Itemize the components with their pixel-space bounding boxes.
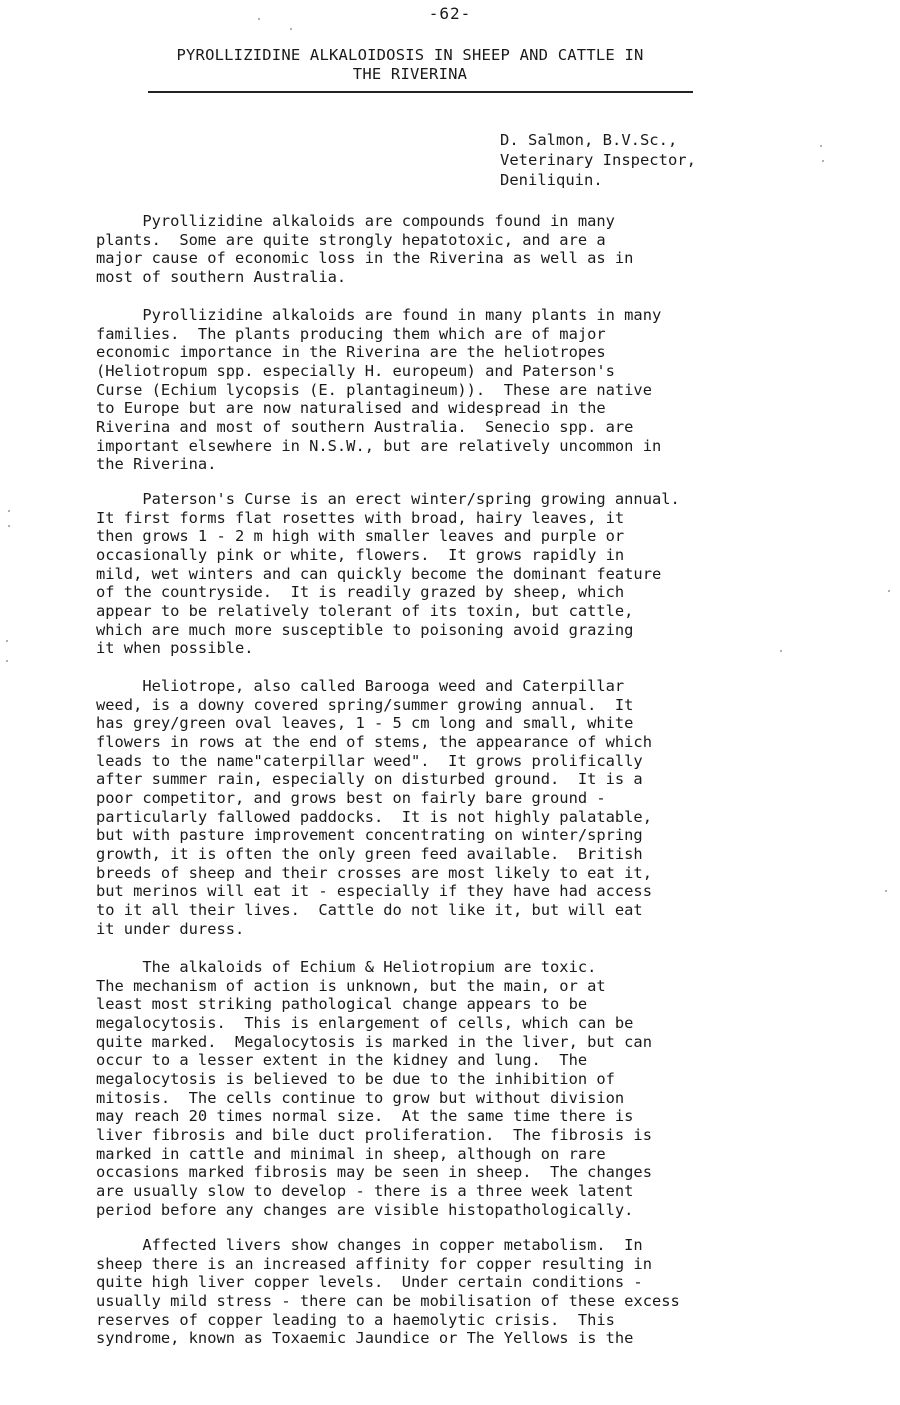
text-line: syndrome, known as Toxaemic Jaundice or The Yellows is the (96, 1329, 634, 1348)
text-line: least most striking pathological change appears to be (96, 995, 588, 1014)
text-line: Pyrollizidine alkaloids are compounds found in many (96, 212, 615, 230)
text-line: quite marked. Megalocytosis is marked in the liver, but can (96, 1032, 652, 1051)
text-line: marked in cattle and minimal in sheep, although on rare (96, 1144, 606, 1163)
text-line: growth, it is often the only green feed available. British (96, 844, 643, 863)
text-line: mitosis. The cells continue to grow but without division (96, 1088, 625, 1107)
text-line: Paterson's Curse is an erect winter/spring growing annual. (96, 490, 680, 508)
text-line: Heliotrope, also called Barooga weed and Caterpillar (96, 677, 625, 695)
text-line: appear to be relatively tolerant of its toxin, but cattle, (96, 601, 634, 620)
text-line: sheep there is an increased affinity for copper resulting in (96, 1254, 652, 1273)
text-line: (Heliotropum spp. especially H. europeum) and Paterson's (96, 361, 615, 380)
author-block (500, 130, 800, 190)
text-line: which are much more susceptible to poisoning avoid grazing (96, 620, 634, 639)
text-line: leads to the name"caterpillar weed". It grows prolifically (96, 751, 643, 770)
text-line: has grey/green oval leaves, 1 - 5 cm long and small, white (96, 714, 634, 733)
text-line: particularly fallowed paddocks. It is not highly palatable, (96, 807, 652, 826)
scan-speck (888, 590, 890, 592)
scan-speck (290, 28, 292, 30)
paragraph (96, 212, 796, 287)
scan-speck (780, 650, 782, 652)
text-line: The mechanism of action is unknown, but the main, or at (96, 976, 606, 995)
text-line: are usually slow to develop - there is a three week latent (96, 1181, 634, 1200)
document-title (0, 46, 820, 84)
text-line: the Riverina. (96, 455, 217, 474)
text-line: of the countryside. It is readily grazed by sheep, which (96, 583, 625, 602)
text-line: important elsewhere in N.S.W., but are relatively uncommon in (96, 436, 662, 455)
text-line: megalocytosis. This is enlargement of cells, which can be (96, 1013, 634, 1032)
paragraph (96, 1236, 796, 1348)
author-name: D. Salmon, B.V.Sc., (500, 131, 678, 149)
paragraph (96, 490, 796, 658)
text-line: breeds of sheep and their crosses are most likely to eat it, (96, 863, 652, 882)
text-line: The alkaloids of Echium & Heliotropium are toxic. (96, 958, 597, 976)
title-line: THE RIVERINA (352, 65, 468, 83)
scan-speck (8, 510, 10, 512)
text-line: mild, wet winters and can quickly become the dominant feature (96, 564, 662, 583)
text-line: to it all their lives. Cattle do not like it, but will eat (96, 900, 643, 919)
text-line: most of southern Australia. (96, 267, 347, 286)
text-line: it under duress. (96, 919, 245, 938)
text-line: poor competitor, and grows best on fairly bare ground - (96, 788, 606, 807)
text-line: plants. Some are quite strongly hepatotoxic, and are a (96, 230, 606, 249)
text-line: Riverina and most of southern Australia. Senecio spp. are (96, 417, 634, 436)
scan-speck (258, 18, 260, 20)
scan-speck (8, 525, 10, 527)
text-line: major cause of economic loss in the Riverina as well as in (96, 249, 634, 268)
text-line: but with pasture improvement concentrating on winter/spring (96, 826, 643, 845)
text-line: economic importance in the Riverina are the heliotropes (96, 343, 606, 362)
text-line: Curse (Echium lycopsis (E. plantagineum)). These are native (96, 380, 652, 399)
text-line: reserves of copper leading to a haemolytic crisis. This (96, 1310, 615, 1329)
page-number: -62- (428, 4, 472, 23)
paragraph (96, 958, 796, 1219)
text-line: occasions marked fibrosis may be seen in sheep. The changes (96, 1163, 652, 1182)
text-line: after summer rain, especially on disturbed ground. It is a (96, 770, 643, 789)
text-line: but merinos will eat it - especially if they have had access (96, 882, 652, 901)
scan-speck (820, 145, 822, 147)
text-line: megalocytosis is believed to be due to the inhibition of (96, 1069, 615, 1088)
text-line: then grows 1 - 2 m high with smaller leaves and purple or (96, 527, 625, 546)
text-line: occur to a lesser extent in the kidney and lung. The (96, 1051, 588, 1070)
title-underline (148, 91, 693, 93)
author-position: Veterinary Inspector, (500, 151, 696, 169)
text-line: Pyrollizidine alkaloids are found in many plants in many (96, 306, 662, 324)
scan-speck (885, 890, 887, 892)
text-line: flowers in rows at the end of stems, the appearance of which (96, 732, 652, 751)
paragraph (96, 306, 796, 474)
text-line: usually mild stress - there can be mobilisation of these excess (96, 1291, 680, 1310)
text-line: may reach 20 times normal size. At the same time there is (96, 1107, 634, 1126)
text-line: period before any changes are visible histopathologically. (96, 1200, 634, 1219)
text-line: weed, is a downy covered spring/summer growing annual. It (96, 695, 634, 714)
title-line: PYROLLIZIDINE ALKALOIDOSIS IN SHEEP AND CATTLE IN (176, 46, 644, 64)
scan-speck (6, 660, 8, 662)
text-line: occasionally pink or white, flowers. It grows rapidly in (96, 545, 625, 564)
text-line: quite high liver copper levels. Under certain conditions - (96, 1273, 643, 1292)
text-line: Affected livers show changes in copper metabolism. In (96, 1236, 643, 1254)
text-line: to Europe but are now naturalised and widespread in the (96, 399, 606, 418)
scan-speck (822, 160, 824, 162)
text-line: families. The plants producing them which are of major (96, 324, 606, 343)
text-line: liver fibrosis and bile duct proliferation. The fibrosis is (96, 1125, 652, 1144)
author-location: Deniliquin. (500, 171, 603, 189)
paragraph (96, 677, 796, 938)
scan-speck (6, 640, 8, 642)
text-line: It first forms flat rosettes with broad, hairy leaves, it (96, 508, 625, 527)
text-line: it when possible. (96, 639, 254, 658)
